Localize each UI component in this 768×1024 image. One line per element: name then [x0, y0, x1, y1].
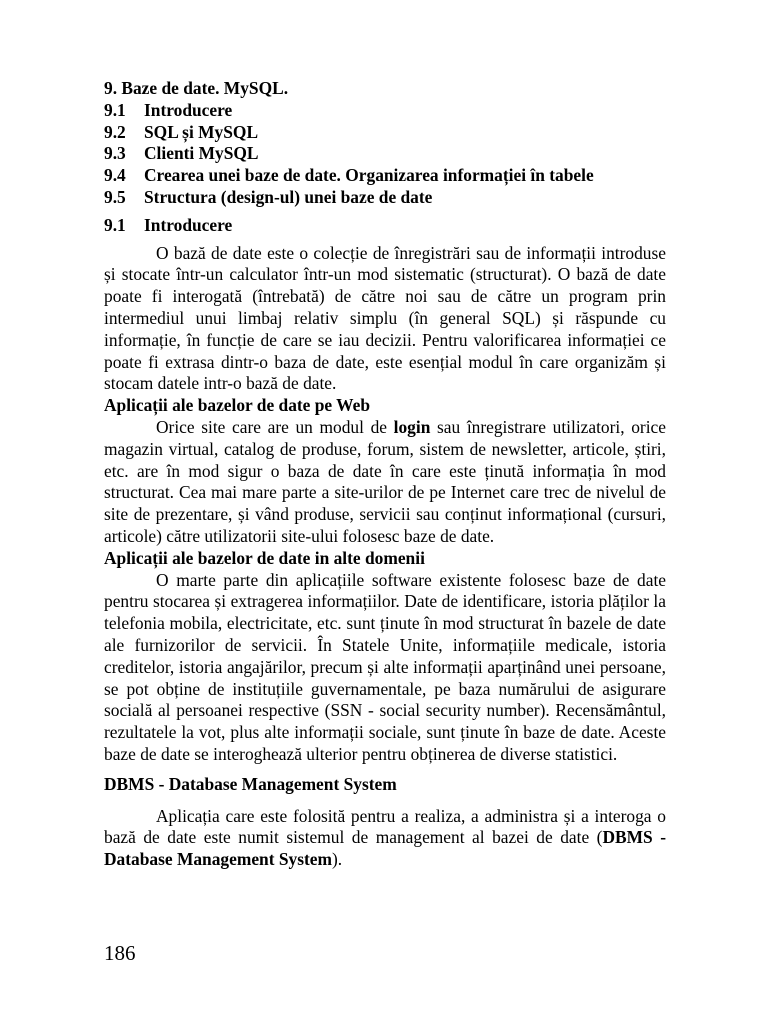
intro-paragraph: O bază de date este o colecție de înregistrări sau de informații introduse și stocate într-un calculator într-un mod sistematic (structurat). O bază de date poate fi interogată (întrebată) de către noi sau de către un program prin intermediul unui limbaj relativ simplu (în general SQL) și răspunde cu informație, în funcție de care se iau decizii. Pentru valorificarea informației ce poate fi extrasa dintr-o baza de date, este esențial modul în care organizăm și stocam datele intr-o bază de date.	[104, 242, 666, 394]
other-domains-heading: Aplicații ale bazelor de date in alte domenii	[104, 547, 425, 568]
section-number: 9.1	[104, 214, 126, 235]
dbms-heading: DBMS - Database Management System	[104, 773, 397, 794]
web-apps-text-after: sau înregistrare utilizatori, orice magazin virtual, catalog de produse, forum, sistem de newsletter, articole, știri, etc. are în mod sigur o baza de date în care este ținută informația în mod structurat. Cea mai mare parte a site-urilor de pe Internet care trec de nivelul de site de prezentare, și vând produse, servicii sau conținut informațional (cursuri, articole) către utilizatorii site-ului folosesc baze de date.	[104, 416, 666, 546]
login-keyword: login	[393, 416, 431, 437]
section-title: Introducere	[144, 214, 233, 235]
toc-item-number: 9.1	[104, 99, 126, 120]
page-content	[104, 78, 666, 871]
web-apps-paragraph	[104, 417, 666, 548]
toc-item-number: 9.5	[104, 186, 126, 207]
toc-item	[104, 143, 666, 165]
toc-title: 9. Baze de date. MySQL.	[104, 78, 289, 98]
dbms-bold-term: DBMS - Database Management System	[104, 827, 666, 870]
toc-item-label: Clienti MySQL	[144, 143, 259, 164]
web-apps-heading: Aplicații ale bazelor de date pe Web	[104, 395, 370, 416]
toc-item	[104, 187, 666, 209]
dbms-text-after: ).	[331, 849, 343, 870]
dbms-paragraph	[104, 806, 666, 871]
toc-item	[104, 165, 666, 187]
toc-item-label: SQL și MySQL	[144, 121, 259, 142]
dbms-text-before: Aplicația care este folosită pentru a realiza, a administra și a interoga o bază de date este numit sistemul de management al bazei de date (	[104, 805, 666, 848]
other-domains-paragraph: O marte parte din aplicațiile software existente folosesc baze de date pentru stocarea și extragerea informațiilor. Date de identificare, istoria plăților la telefonia mobila, electricitate, etc. sunt ținute în mod structurat în bazele de date ale furnizorilor de servicii. În Statele Unite, informațiile medicale, istoria creditelor, istoria angajărilor, precum și alte informații aparținând unei persoane, se pot obține de instituțiile guvernamentale, pe baza numărului de asigurare socială al persoanei respective (SSN - social security number). Recensământul, rezultatele la vot, plus alte informații sociale, sunt ținute în baze de date. Aceste baze de date se interoghează ulterior pentru obținerea de diverse statistici.	[104, 569, 666, 764]
web-apps-text-before: Orice site care are un modul de	[156, 416, 394, 437]
toc-item	[104, 122, 666, 144]
toc-item-label: Introducere	[144, 99, 233, 120]
toc-item-number: 9.2	[104, 121, 126, 142]
toc-item-number: 9.4	[104, 165, 126, 186]
toc-item-number: 9.3	[104, 143, 126, 164]
toc-item	[104, 100, 666, 122]
toc-item-label: Crearea unei baze de date. Organizarea informației în tabele	[144, 165, 594, 186]
section-heading	[104, 215, 666, 237]
toc-item-label: Structura (design-ul) unei baze de date	[144, 186, 433, 207]
page-number: 186	[104, 941, 136, 965]
